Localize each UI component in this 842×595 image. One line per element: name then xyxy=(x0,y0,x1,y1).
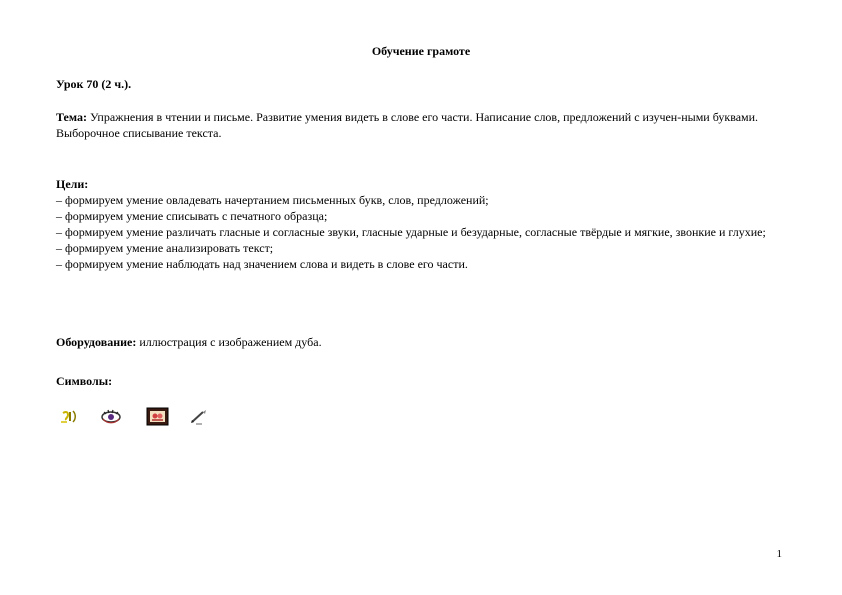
eye-icon xyxy=(100,407,122,427)
document-title: Обучение грамоте xyxy=(371,44,471,58)
sound-icon xyxy=(59,407,81,427)
goals-section xyxy=(56,176,786,272)
topic-text: Упражнения в чтении и письме. Развитие умения видеть в слове его части. Написание слов, предложений с изучен-ными буквами. Выборочное списывание текста. xyxy=(56,110,759,140)
symbols-icon-row xyxy=(57,407,227,427)
equipment-label: Оборудование: xyxy=(56,335,137,349)
symbols-heading: Символы: xyxy=(56,374,113,388)
picture-frame-icon xyxy=(146,407,168,427)
lesson-heading: Урок 70 (2 ч.). xyxy=(56,77,132,91)
topic-label: Тема: xyxy=(56,110,87,124)
goal-item: – формируем умение различать гласные и согласные звуки, гласные ударные и безударные, согласные твёрдые и мягкие, звонкие и глухие; xyxy=(56,225,766,239)
topic-paragraph xyxy=(56,109,786,141)
page-number: 1 xyxy=(776,548,782,560)
goal-item: – формируем умение наблюдать над значением слова и видеть в слове его части. xyxy=(56,257,468,271)
goals-label: Цели: xyxy=(56,177,89,191)
goal-item: – формируем умение овладевать начертанием письменных букв, слов, предложений; xyxy=(56,193,489,207)
goal-item: – формируем умение анализировать текст; xyxy=(56,241,274,255)
goal-item: – формируем умение списывать с печатного образца; xyxy=(56,209,328,223)
equipment-paragraph xyxy=(56,334,786,350)
pen-icon xyxy=(188,407,210,427)
equipment-text: иллюстрация с изображением дуба. xyxy=(136,335,322,349)
